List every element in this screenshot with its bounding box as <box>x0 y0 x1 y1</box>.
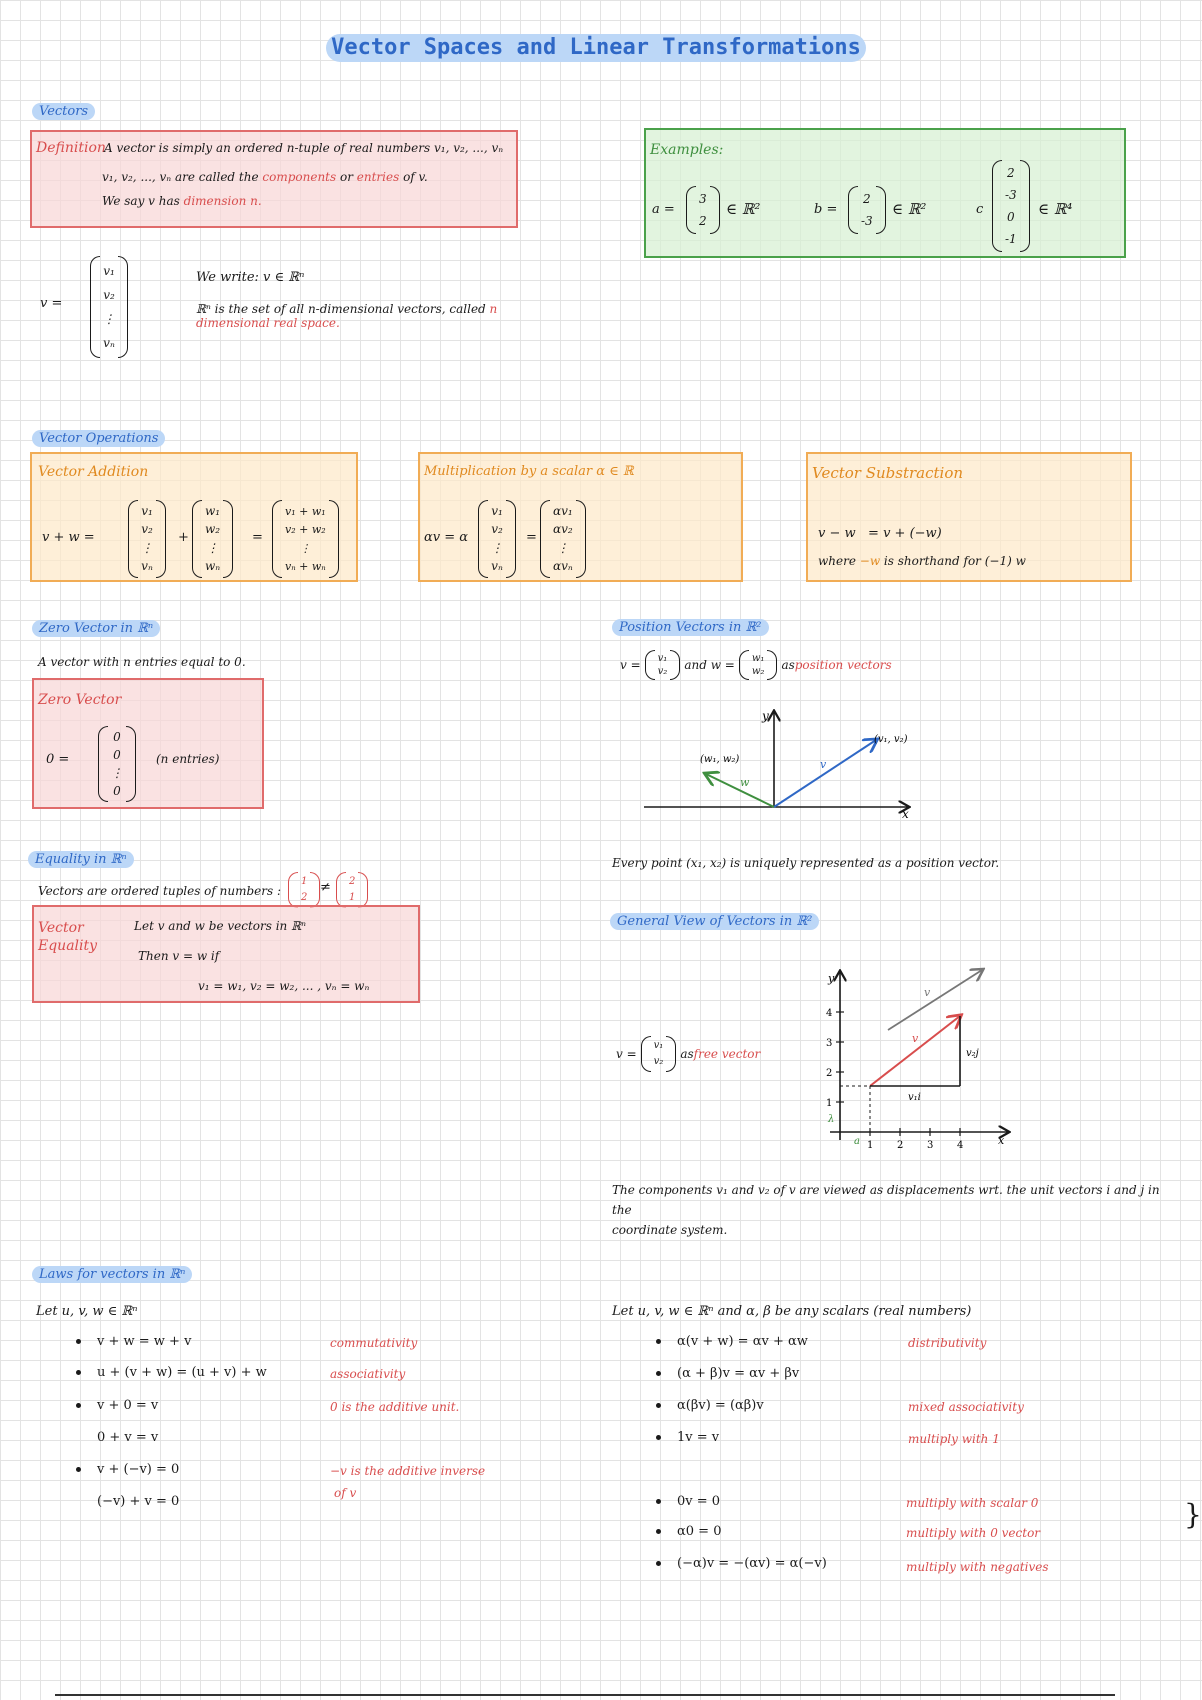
lambda-label: λ <box>828 1114 835 1125</box>
text: of v. <box>399 170 428 184</box>
position-caption: Every point (x₁, x₂) is uniquely represented as a position vector. <box>612 856 1000 870</box>
entry: -1 <box>1005 231 1017 246</box>
addition-box <box>30 452 358 582</box>
equality-ex-right <box>336 872 368 908</box>
law-right-row <box>656 1398 764 1413</box>
bullet <box>656 1561 661 1566</box>
bullet <box>76 1467 81 1472</box>
y-tick: 1 <box>826 1098 833 1109</box>
scalar-equals: = <box>526 530 537 545</box>
entry: 1 <box>301 876 308 887</box>
v-gray-arrow <box>888 970 982 1030</box>
neg-w: −w <box>859 554 881 568</box>
law-expr: 1v = v <box>677 1430 720 1445</box>
bracket-right <box>329 500 339 578</box>
law-right-row <box>656 1334 808 1349</box>
bracket-left <box>128 500 138 578</box>
heading-text: Position Vectors in ℝ² <box>612 619 769 636</box>
law-left-row <box>97 1430 158 1445</box>
example-b-space: ∈ ℝ² <box>892 200 927 218</box>
law-left-row <box>76 1365 267 1380</box>
zero-vector <box>98 726 136 802</box>
axis-y-label: y <box>828 972 835 985</box>
law-right-row <box>656 1556 827 1571</box>
law-expr: u + (v + w) = (u + v) + w <box>97 1365 267 1380</box>
definition-line-2 <box>102 170 428 184</box>
bullet <box>76 1403 81 1408</box>
law-note: multiply with negatives <box>906 1560 1049 1574</box>
write-line-2 <box>196 302 516 330</box>
x-tick: 1 <box>867 1140 874 1151</box>
axis-x-label: x <box>902 807 909 821</box>
text: as <box>781 658 795 672</box>
section-heading-position <box>612 620 769 635</box>
bracket-left <box>686 186 696 234</box>
subtraction-line-2 <box>818 554 1026 568</box>
law-left-row <box>76 1462 179 1477</box>
addition-equals: = <box>252 530 263 545</box>
law-expr: 0v = 0 <box>677 1494 721 1509</box>
general-caption <box>612 1180 1172 1240</box>
examples-box <box>644 128 1126 258</box>
entry: ⋮ <box>141 540 153 555</box>
equality-line-1: Let v and w be vectors in ℝⁿ <box>134 919 306 933</box>
w-label: w <box>740 776 750 789</box>
subtraction-box <box>806 452 1132 582</box>
bracket-right <box>876 186 886 234</box>
example-a-label: a = <box>652 202 675 217</box>
bracket-left <box>192 500 202 578</box>
zero-box-title: Zero Vector <box>38 692 122 708</box>
law-expr: v + (−v) = 0 <box>97 1462 180 1477</box>
bracket-right <box>358 872 368 908</box>
bracket-right <box>506 500 516 578</box>
bracket-left <box>272 500 282 578</box>
v-arrow <box>774 740 876 807</box>
w-point-label: (w₁, w₂) <box>700 754 740 765</box>
law-left-row <box>76 1334 191 1349</box>
entry: -3 <box>861 213 873 228</box>
bracket-right <box>670 650 680 680</box>
heading-text: Laws for vectors in ℝⁿ <box>32 1266 192 1283</box>
law-note: −v is the additive inverse <box>330 1464 486 1478</box>
law-note: multiply with 1 <box>908 1432 1000 1446</box>
subtraction-line-1 <box>818 526 942 541</box>
bullet <box>656 1499 661 1504</box>
law-note: 0 is the additive unit. <box>330 1400 460 1414</box>
bracket-right <box>666 1036 676 1072</box>
law-note: distributivity <box>908 1336 987 1350</box>
section-heading-operations <box>32 431 165 446</box>
y-tick: 2 <box>826 1068 833 1079</box>
bracket-left <box>645 650 655 680</box>
entry: αv₂ <box>553 522 573 537</box>
entry: v₂ <box>491 522 503 537</box>
example-a-space: ∈ ℝ² <box>726 200 761 218</box>
components-word: components <box>262 170 337 184</box>
law-right-row <box>656 1366 799 1381</box>
entry: 0 <box>1007 209 1015 224</box>
position-v-vector <box>645 650 681 680</box>
example-a-vector <box>686 186 720 234</box>
bullet <box>656 1339 661 1344</box>
entry: ⋮ <box>103 311 115 326</box>
zero-box <box>32 678 264 809</box>
entry: v₂ <box>657 666 668 677</box>
caption-line: coordinate system. <box>612 1223 728 1237</box>
entry: v₁ <box>141 503 153 518</box>
text: v₁, v₂, ..., vₙ are called the <box>102 170 263 184</box>
bullet <box>76 1339 81 1344</box>
v-column-vector <box>90 256 128 358</box>
heading-text: Vectors <box>32 103 95 120</box>
equality-box <box>32 905 420 1003</box>
entry: 0 <box>113 729 121 744</box>
y-tick: 4 <box>826 1008 833 1019</box>
law-left-row <box>97 1494 179 1509</box>
bullet <box>656 1435 661 1440</box>
zero-desc: A vector with n entries equal to 0. <box>38 655 246 669</box>
entry: w₂ <box>751 666 765 677</box>
bracket-right <box>710 186 720 234</box>
entry: w₁ <box>205 503 221 518</box>
entry: αvₙ <box>553 559 573 574</box>
entry: v₁ <box>491 503 503 518</box>
v2j-label: v₂j <box>966 1048 979 1059</box>
position-vectors-diagram <box>630 700 920 820</box>
law-expr: (−v) + v = 0 <box>97 1494 180 1509</box>
x-tick: 4 <box>957 1140 964 1151</box>
position-w-vector <box>739 650 778 680</box>
entry: v₂ <box>103 287 115 302</box>
entry: 2 <box>863 191 871 206</box>
margin-brace: } <box>1184 1498 1202 1531</box>
laws-right-intro: Let u, v, w ∈ ℝⁿ and α, β be any scalars (real numbers) <box>612 1304 972 1319</box>
bracket-right <box>156 500 166 578</box>
bracket-right <box>767 650 777 680</box>
bracket-right <box>126 726 136 802</box>
entry: αv₁ <box>553 503 573 518</box>
bracket-right <box>223 500 233 578</box>
entries-word: entries <box>356 170 400 184</box>
subtraction-title: Vector Substraction <box>812 464 964 482</box>
entry: 2 <box>699 213 707 228</box>
scalar-v-vector <box>478 500 516 578</box>
dimension-word: dimension n. <box>183 194 262 208</box>
x-tick: 2 <box>897 1140 904 1151</box>
position-vectors-term: position vectors <box>794 658 892 672</box>
text: ℝⁿ is the set of all n-dimensional vectors, called <box>196 302 490 316</box>
bracket-right <box>310 872 320 908</box>
law-right-row <box>656 1430 719 1445</box>
bracket-left <box>540 500 550 578</box>
page-title: Vector Spaces and Linear Transformations <box>326 34 866 62</box>
addition-title: Vector Addition <box>38 464 149 480</box>
law-expr: v + 0 = v <box>97 1398 159 1413</box>
bracket-right <box>118 256 128 358</box>
entry: -3 <box>1005 187 1017 202</box>
law-note: of v <box>334 1486 357 1500</box>
equality-box-title: Vector Equality <box>38 920 98 954</box>
addition-v-vector <box>128 500 166 578</box>
entry: 0 <box>113 783 121 798</box>
law-left-row <box>76 1398 158 1413</box>
addition-plus: + <box>178 530 189 545</box>
example-b-vector <box>848 186 886 234</box>
text: v − w <box>818 526 856 541</box>
heading-text: General View of Vectors in ℝ² <box>610 913 819 930</box>
text: is shorthand for (−1) w <box>880 554 1026 568</box>
entry: ⋮ <box>206 540 219 555</box>
zero-lhs: 0 = <box>46 752 70 767</box>
section-heading-vectors <box>32 104 95 119</box>
law-right-row <box>656 1524 721 1539</box>
entry: ⋮ <box>111 765 123 780</box>
text: and w = <box>684 658 735 672</box>
law-note: commutativity <box>330 1336 418 1350</box>
law-note: multiply with scalar 0 <box>906 1496 1039 1510</box>
equality-ex-left <box>288 872 320 908</box>
example-c-label: c <box>976 202 984 217</box>
section-heading-laws <box>32 1267 192 1282</box>
addition-sum-vector <box>272 500 339 578</box>
entry: wₙ <box>205 559 221 574</box>
caption-line: The components v₁ and v₂ of v are viewed as displacements wrt. the unit vectors i and j in the <box>612 1183 1160 1217</box>
law-expr: (α + β)v = αv + βv <box>677 1366 800 1381</box>
bracket-left <box>98 726 108 802</box>
equality-line-2: Then v = w if <box>138 949 220 963</box>
entry: 2 <box>301 892 308 903</box>
entry: ⋮ <box>491 540 503 555</box>
bullet <box>656 1529 661 1534</box>
equality-line-3: v₁ = w₁, v₂ = w₂, ... , vₙ = wₙ <box>198 979 370 993</box>
v-point-label: (v₁, v₂) <box>874 734 908 745</box>
section-heading-equality <box>28 852 134 867</box>
entry: v₁ <box>103 263 115 278</box>
bracket-left <box>288 872 298 908</box>
entry: 0 <box>113 747 121 762</box>
law-note: associativity <box>330 1367 406 1381</box>
scalar-box <box>418 452 743 582</box>
bracket-right <box>1020 160 1030 252</box>
example-c-vector <box>992 160 1030 252</box>
general-v-vector <box>641 1036 677 1072</box>
entry: 2 <box>349 876 356 887</box>
text: = v + (−w) <box>868 526 942 541</box>
definition-line-1: A vector is simply an ordered n-tuple of real numbers v₁, v₂, ..., vₙ <box>104 141 504 155</box>
entry: v₂ <box>653 1056 664 1067</box>
law-expr: α0 = 0 <box>677 1524 722 1539</box>
entry: 3 <box>699 191 707 206</box>
free-vector-term: free vector <box>693 1047 761 1061</box>
position-line <box>620 650 892 680</box>
law-expr: α(v + w) = αv + αw <box>677 1334 808 1349</box>
axis-y-label: y <box>762 709 769 723</box>
bracket-left <box>336 872 346 908</box>
definition-box <box>30 130 518 228</box>
text: where <box>818 554 860 568</box>
entry: v₁ <box>657 653 668 664</box>
x-tick: 3 <box>927 1140 934 1151</box>
scalar-title: Multiplication by a scalar α ∈ ℝ <box>424 464 634 479</box>
example-c-space: ∈ ℝ⁴ <box>1038 200 1073 218</box>
entry: vₙ + wₙ <box>285 560 326 574</box>
scalar-result-vector <box>540 500 586 578</box>
entry: vₙ <box>103 335 115 350</box>
text: v = <box>616 1047 637 1061</box>
section-heading-general <box>610 914 819 929</box>
bullet <box>76 1370 81 1375</box>
scalar-lhs: αv = α <box>424 530 469 545</box>
bullet <box>656 1371 661 1376</box>
write-line-1: We write: v ∈ ℝⁿ <box>196 270 305 285</box>
zero-note: (n entries) <box>156 752 220 766</box>
bracket-left <box>478 500 488 578</box>
section-heading-zero <box>32 621 160 636</box>
entry: vₙ <box>141 559 153 574</box>
v-red-arrow <box>870 1016 960 1086</box>
entry: ⋮ <box>299 541 311 555</box>
entry: 2 <box>1007 165 1015 180</box>
law-expr: v + w = w + v <box>97 1334 192 1349</box>
entry: vₙ <box>491 559 503 574</box>
law-note: multiply with 0 vector <box>906 1526 1041 1540</box>
v1i-label: v₁i <box>908 1092 921 1103</box>
entry: v₁ <box>653 1040 664 1051</box>
law-right-row <box>656 1494 720 1509</box>
bottom-rule <box>55 1694 1115 1696</box>
real-space-term: n dimensional real space. <box>196 302 498 330</box>
bracket-left <box>848 186 858 234</box>
bullet <box>656 1403 661 1408</box>
equality-neq: ≠ <box>320 880 331 895</box>
y-tick: 3 <box>826 1038 833 1049</box>
definition-title: Definition <box>36 140 106 156</box>
example-b-label: b = <box>814 202 838 217</box>
a-label: a <box>854 1136 860 1147</box>
entry: w₁ <box>751 653 765 664</box>
entry: v₂ + w₂ <box>285 523 326 537</box>
v-label: v = <box>40 296 63 311</box>
law-expr: α(βv) = (αβ)v <box>677 1398 764 1413</box>
law-expr: 0 + v = v <box>97 1430 159 1445</box>
bracket-left <box>90 256 100 358</box>
law-note: mixed associativity <box>908 1400 1024 1414</box>
text: as <box>680 1047 694 1061</box>
addition-w-vector <box>192 500 233 578</box>
addition-lhs: v + w = <box>42 530 95 545</box>
v-red-label: v <box>912 1032 919 1045</box>
heading-text: Zero Vector in ℝⁿ <box>32 620 160 637</box>
text: or <box>336 170 357 184</box>
bracket-left <box>992 160 1002 252</box>
heading-text: Vector Operations <box>32 430 165 447</box>
bracket-left <box>739 650 749 680</box>
bracket-right <box>576 500 586 578</box>
equality-desc: Vectors are ordered tuples of numbers : <box>38 884 282 898</box>
v-gray-label: v <box>924 986 931 999</box>
entry: ⋮ <box>556 540 569 555</box>
text: We say v has <box>102 194 184 208</box>
text: v = <box>620 658 641 672</box>
definition-line-3 <box>102 194 262 208</box>
entry: w₂ <box>205 522 221 537</box>
laws-left-intro: Let u, v, w ∈ ℝⁿ <box>36 1304 138 1319</box>
v-label: v <box>820 758 827 771</box>
general-line <box>616 1036 760 1072</box>
entry: v₂ <box>141 522 153 537</box>
bracket-left <box>641 1036 651 1072</box>
axis-x-label: x <box>998 1134 1005 1147</box>
general-view-diagram <box>818 960 1018 1150</box>
heading-text: Equality in ℝⁿ <box>28 851 134 868</box>
law-expr: (−α)v = −(αv) = α(−v) <box>677 1556 827 1571</box>
entry: v₁ + w₁ <box>285 504 326 518</box>
entry: 1 <box>349 892 356 903</box>
examples-title: Examples: <box>650 142 724 158</box>
